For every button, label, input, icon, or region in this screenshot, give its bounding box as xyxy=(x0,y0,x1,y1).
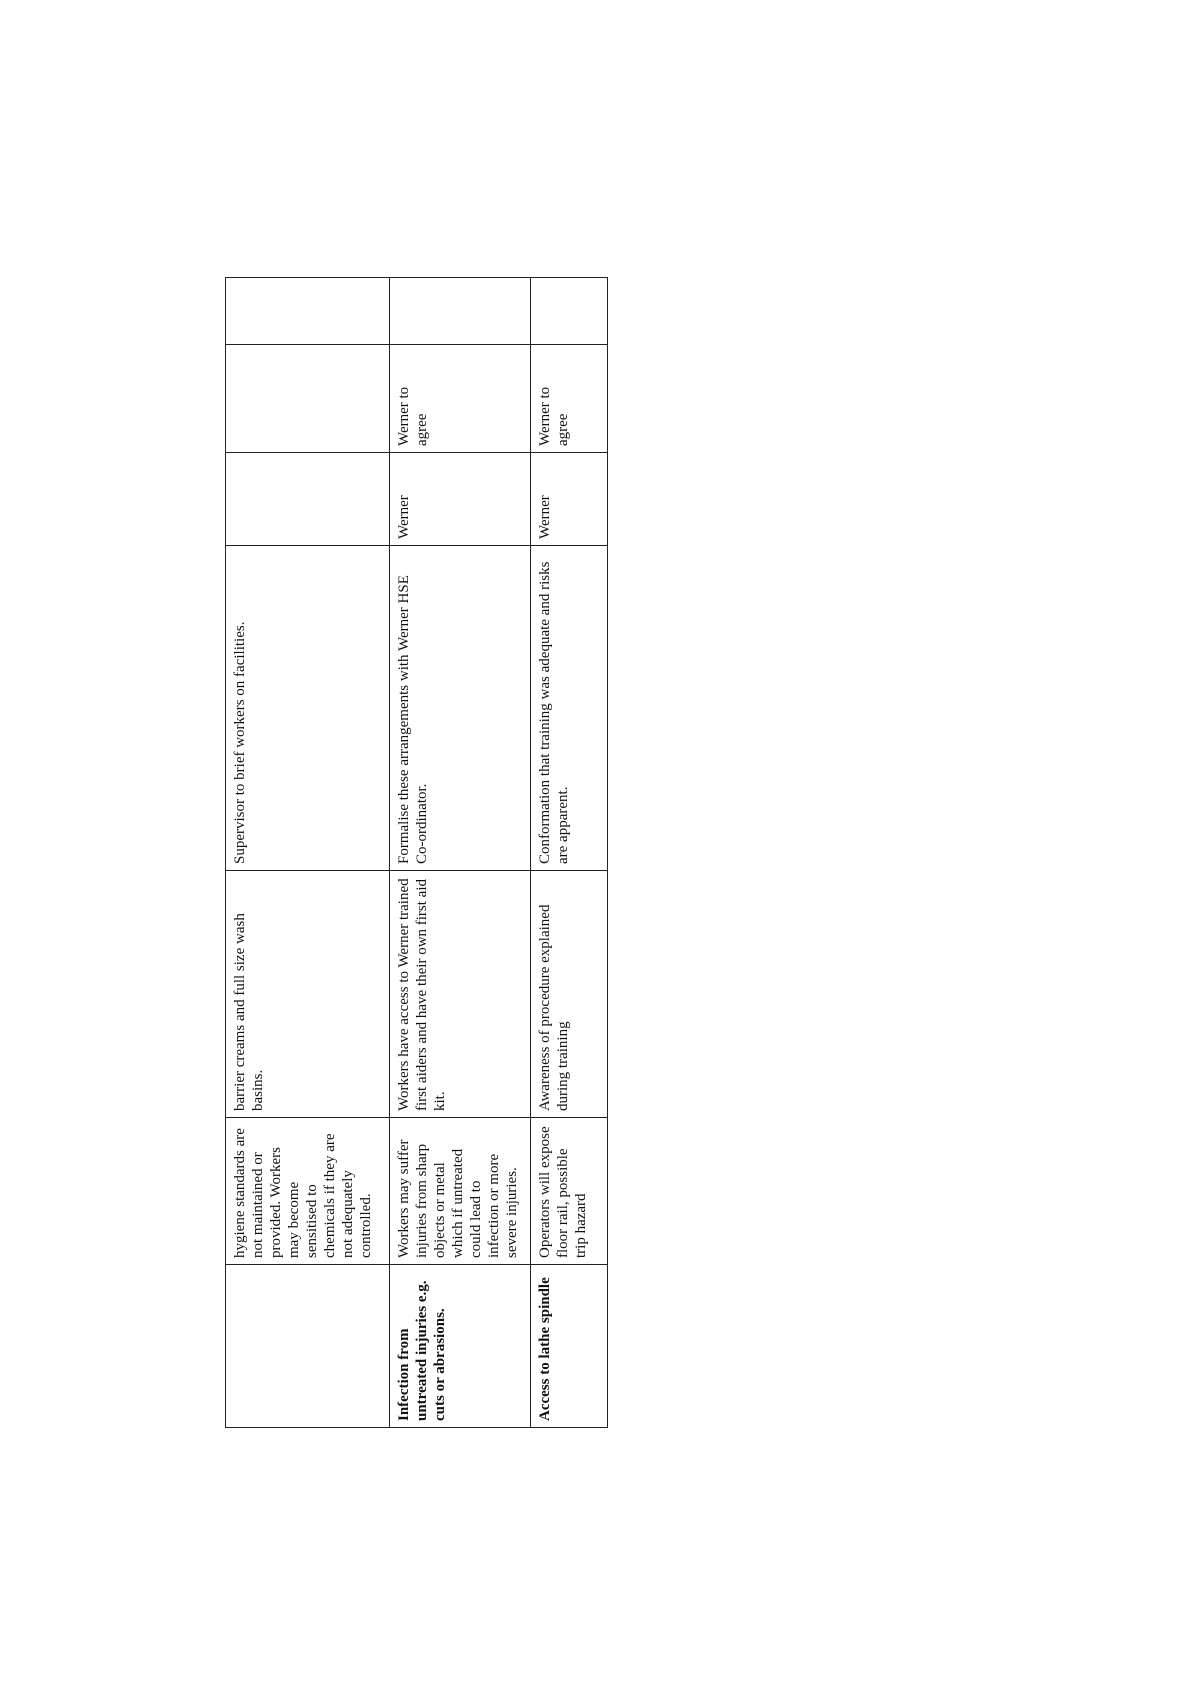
action-by-cell: Werner xyxy=(531,453,608,546)
action-by-cell: Werner xyxy=(390,453,531,546)
further-action-cell: Conformation that training was adequate and risks are apparent. xyxy=(531,546,608,871)
action-date-cell xyxy=(226,345,390,453)
table-row xyxy=(390,278,531,1428)
further-action-cell: Supervisor to brief workers on facilities. xyxy=(226,546,390,871)
existing-controls-cell: Awareness of procedure explained during training xyxy=(531,871,608,1118)
hazard-cell: Access to lathe spindle xyxy=(531,1265,608,1428)
action-date-cell: Werner to agree xyxy=(390,345,531,453)
existing-controls-cell: Workers have access to Werner trained first aiders and have their own first aid kit. xyxy=(390,871,531,1118)
done-cell xyxy=(226,278,390,345)
further-action-cell: Formalise these arrangements with Werner HSE Co-ordinator. xyxy=(390,546,531,871)
risk-assessment-table xyxy=(225,277,608,1428)
hazard-cell: Infection from untreated injuries e.g. cuts or abrasions. xyxy=(390,1265,531,1428)
who-harmed-cell: Workers may suffer injuries from sharp objects or metal which if untreated could lead to infection or more severe injuries. xyxy=(390,1118,531,1265)
hazard-cell xyxy=(226,1265,390,1428)
who-harmed-cell: Operators will expose floor rail, possible trip hazard xyxy=(531,1118,608,1265)
table-row xyxy=(531,278,608,1428)
done-cell xyxy=(390,278,531,345)
existing-controls-cell: barrier creams and full size wash basins. xyxy=(226,871,390,1118)
action-date-cell: Werner to agree xyxy=(531,345,608,453)
done-cell xyxy=(531,278,608,345)
who-harmed-cell: hygiene standards are not maintained or provided. Workers may become sensitised to chemicals if they are not adequately controlled. xyxy=(226,1118,390,1265)
action-by-cell xyxy=(226,453,390,546)
table-row xyxy=(226,278,390,1428)
